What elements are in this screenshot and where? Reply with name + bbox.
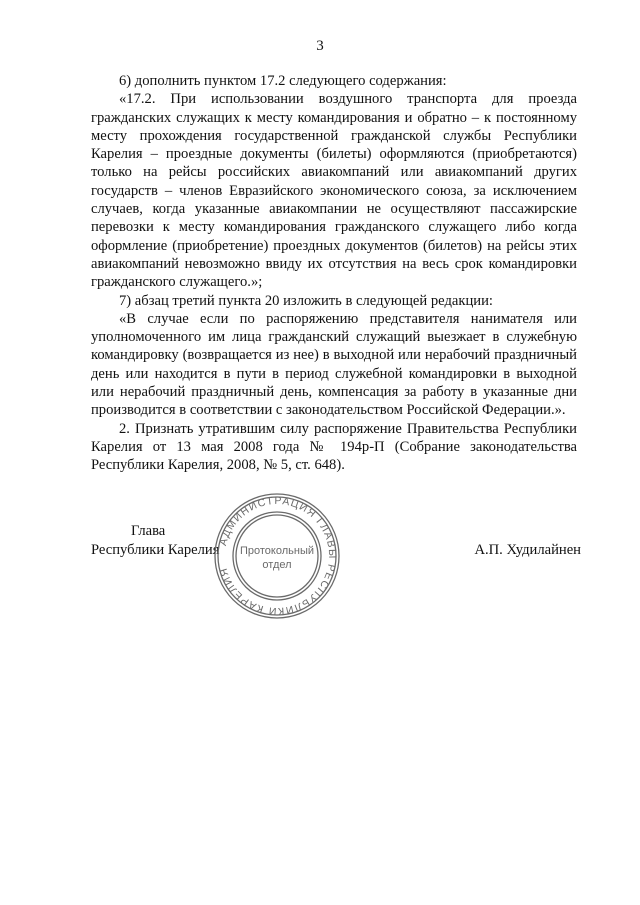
paragraph-item-7: 7) абзац третий пункта 20 изложить в следующей редакции: <box>119 292 493 309</box>
stamp-inner-line-2: отдел <box>262 559 292 571</box>
signatory-organization: Республики Карелия <box>91 542 220 558</box>
paragraph-clause-17-2: «17.2. При использовании воздушного транспорта для проезда гражданских служащих к месту командирования и обратно – к постоянному месту прохождения государственной гражданской службы Республики Карелия – проездные документы (билеты) оформляются (приобретаются) только на рейсы российских авиакомпаний или авиакомпаний других государств – членов Евразийского экономического союза, за исключением случаев, когда указанные авиакомпании не осуществляют пассажирские перевозки к месту командирования гражданского служащего либо когда оформление (приобретение) проездных документов (билетов) на рейсы этих авиакомпаний невозможно ввиду их отсутствия на весь срок командировки гражданского служащего.»; <box>91 91 577 291</box>
page-number: 3 <box>316 38 324 54</box>
stamp-inner-line-1: Протокольный <box>239 545 315 557</box>
signatory-name: А.П. Худилайнен <box>474 542 581 558</box>
official-stamp <box>213 492 341 620</box>
paragraph-item-6: 6) дополнить пунктом 17.2 следующего содержания: <box>119 73 447 89</box>
paragraph-clause-20: «В случае если по распоряжению представителя нанимателя или уполномоченного им лица гражданский служащий выезжает в служебную командировку (возвращается из нее) в выходной или нерабочий праздничный день или находится в пути в период служебной командировки в выходной или нерабочий праздничный день, компенсация за работу в указанные дни производится в соответствии с законодательством Российской Федерации.». <box>91 310 577 419</box>
paragraph-point-2: 2. Признать утратившим силу распоряжение Правительства Республики Карелия от 13 мая 2008 года № 194р-П (Собрание законодательства Республики Карелия, 2008, № 5, ст. 648). <box>91 420 577 474</box>
document-body <box>91 72 577 475</box>
signatory-title: Глава <box>131 523 166 539</box>
stamp-ring-text: АДМИНИСТРАЦИЯ ГЛАВЫ РЕСПУБЛИКИ КАРЕЛИЯ <box>217 494 339 618</box>
